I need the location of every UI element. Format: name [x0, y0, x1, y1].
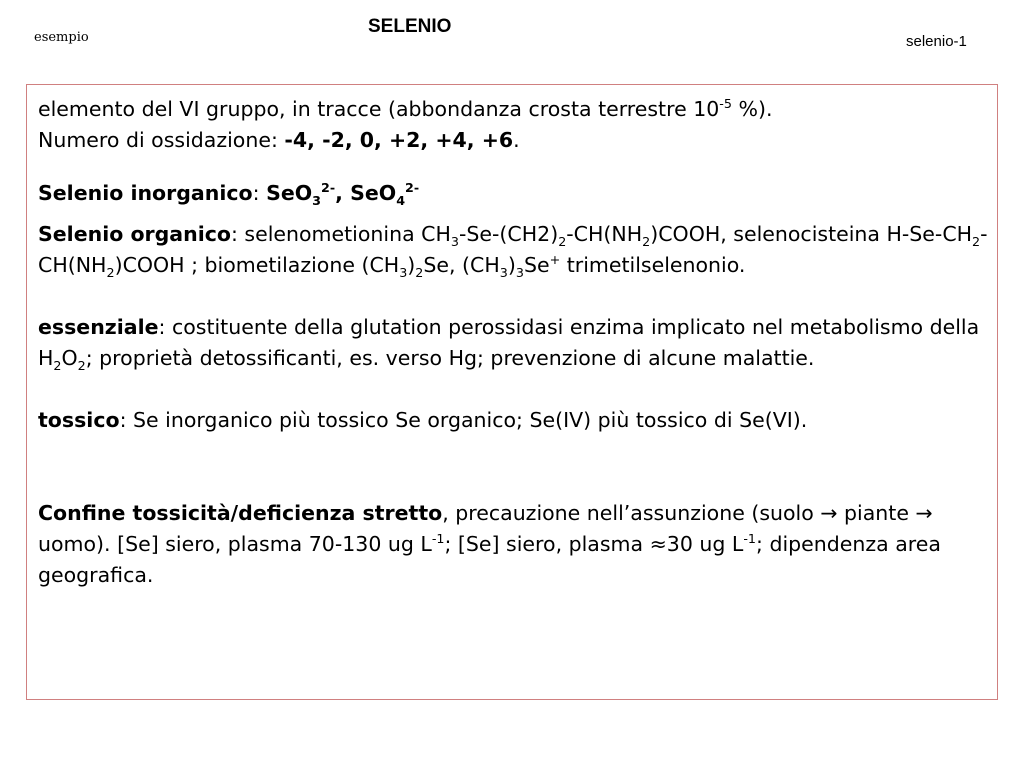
- page-title: SELENIO: [368, 16, 452, 37]
- text: ): [407, 253, 416, 277]
- text: trimetilselenonio.: [560, 253, 746, 277]
- section-label: Confine tossicità/deficienza stretto: [38, 501, 443, 525]
- text: Se: [523, 253, 550, 277]
- subscript: 2: [77, 358, 86, 374]
- arrow-right-icon: →: [820, 501, 838, 525]
- text: ; [Se] siero, plasma: [444, 532, 650, 556]
- slide-id: selenio-1: [906, 33, 967, 50]
- text: O: [61, 346, 78, 370]
- paragraph-toxic: [38, 405, 988, 436]
- arrow-right-icon: →: [915, 501, 933, 525]
- text: -Se-(CH2): [459, 222, 559, 246]
- text: )COOH, selenocisteina H-Se-CH: [650, 222, 973, 246]
- text: )COOH ; biometilazione (CH: [114, 253, 400, 277]
- text: - CH(NH: [38, 222, 988, 277]
- slide-label: esempio: [34, 30, 89, 45]
- section-label: essenziale: [38, 315, 159, 339]
- text: piante: [837, 501, 916, 525]
- text: ; proprietà detossificanti, es. verso Hg; prevenzione di alcune malattie.: [85, 346, 815, 370]
- text: ; dipendenza area geografica.: [38, 532, 941, 587]
- superscript: -1: [743, 531, 757, 547]
- text: uomo). [Se] siero, plasma 70-130 ug L: [38, 532, 432, 556]
- formula: SeO: [350, 181, 397, 205]
- text: , precauzione nell’assunzione (suolo: [442, 501, 821, 525]
- paragraph-organic: [38, 219, 988, 281]
- approx-symbol: ≈: [649, 532, 667, 556]
- text: : selenometionina CH: [231, 222, 451, 246]
- paragraph-inorganic: [38, 178, 988, 209]
- text: : Se inorganico più tossico Se organico; Se(IV) più tossico di Se(VI).: [119, 408, 808, 432]
- content-body: [38, 94, 988, 591]
- section-label: Selenio organico: [38, 222, 231, 246]
- subscript: 3: [499, 265, 508, 281]
- text: Se, (CH: [423, 253, 500, 277]
- subscript: 2: [106, 265, 115, 281]
- subscript: 3: [399, 265, 408, 281]
- superscript: 2-: [405, 180, 420, 196]
- text: -CH(NH: [566, 222, 643, 246]
- text: %).: [731, 97, 773, 121]
- section-label: tossico: [38, 408, 120, 432]
- subscript: 2: [972, 234, 981, 250]
- paragraph-essential: [38, 312, 988, 374]
- text: : costituente della glutation perossidasi enzima implicato nel metabolismo della H: [38, 315, 980, 370]
- text: :: [252, 181, 267, 205]
- subscript: 3: [312, 193, 322, 209]
- subscript: 3: [515, 265, 524, 281]
- superscript: +: [549, 252, 561, 268]
- superscript: -1: [431, 531, 445, 547]
- section-label: Selenio inorganico: [38, 181, 253, 205]
- text: ): [507, 253, 516, 277]
- subscript: 2: [415, 265, 424, 281]
- oxidation-states: -4, -2, 0, +2, +4, +6: [284, 128, 514, 152]
- subscript: 2: [558, 234, 567, 250]
- formula: SeO: [266, 181, 313, 205]
- text: .: [513, 128, 520, 152]
- subscript: 2: [642, 234, 651, 250]
- subscript: 3: [450, 234, 459, 250]
- subscript: 4: [396, 193, 406, 209]
- paragraph-threshold: [38, 498, 988, 591]
- content-box: [26, 84, 998, 700]
- text: Numero di ossidazione:: [38, 128, 285, 152]
- text: elemento del VI gruppo, in tracce (abbondanza crosta terrestre 10: [38, 97, 720, 121]
- superscript: -5: [719, 96, 732, 112]
- superscript: 2-: [321, 180, 336, 196]
- text: 30 ug L: [666, 532, 744, 556]
- paragraph-abundance: [38, 94, 988, 156]
- subscript: 2: [53, 358, 62, 374]
- text: ,: [335, 181, 351, 205]
